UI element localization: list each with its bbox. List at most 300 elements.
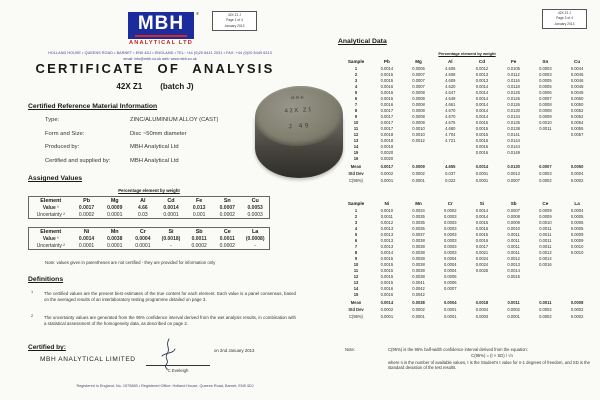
table-cell: 0.0116	[507, 77, 520, 83]
table-cell: 0.0015	[475, 219, 489, 225]
assigned-values-heading: Assigned Values	[28, 175, 83, 182]
table-cell: 0.0010	[539, 119, 552, 125]
definition-marker: 1	[31, 290, 34, 294]
table-cell: 0.0015	[475, 231, 489, 237]
table-cell: 0.0001	[107, 211, 123, 218]
table-cell: 0.0001	[475, 171, 489, 176]
table-cell: 0.0011	[539, 237, 552, 243]
table-cell: 0.0038	[412, 261, 425, 267]
table-cell: 0.0038	[107, 236, 123, 242]
table-cell: 0.0008	[412, 95, 425, 101]
page-tag-date: January 2013	[224, 23, 245, 28]
table-cell: 0.0017	[380, 125, 394, 131]
row-label: 15	[353, 291, 359, 297]
table-cell: (0.0018)	[161, 236, 181, 242]
table-cell: 0.0010	[412, 125, 425, 131]
table-cell: 0.0125	[507, 89, 520, 95]
row-label: 14	[353, 143, 359, 149]
table-cell: 0.0008	[507, 213, 520, 219]
column-header: Sample	[347, 59, 365, 64]
table-cell: 0.013	[192, 205, 206, 211]
table-cell: 0.0008	[539, 101, 552, 107]
table-cell: 0.0011	[539, 225, 552, 231]
page-tag-ref: 42X Z1 J	[227, 13, 242, 17]
disc-marking: J 49	[288, 122, 312, 131]
table-cell: 0.0015	[380, 255, 394, 261]
table-cell: 0.0017	[380, 119, 394, 125]
table-cell: 0.0011	[539, 300, 552, 305]
table-cell: 0.0017	[380, 164, 394, 169]
product-code: 42X Z1	[116, 82, 143, 91]
table-cell: 0.0014	[475, 107, 489, 113]
table-cell: 0.0042	[412, 285, 425, 291]
table-cell: 0.0134	[507, 113, 520, 119]
row-label: 7	[354, 243, 358, 249]
analytical-table-1	[341, 58, 593, 183]
table-cell: 0.0007	[412, 77, 425, 83]
row-label: Value ¹	[42, 205, 59, 211]
disc-marking: 42X Z1	[284, 107, 314, 115]
row-label: 13	[353, 279, 359, 285]
table-cell: 0.0016	[380, 291, 394, 297]
row-label: 12	[353, 273, 359, 279]
column-header: Si	[168, 228, 174, 235]
table-cell: 0.0013	[507, 261, 520, 267]
definition-text-2: The uncertainty values are generated from the 95% confidence interval derived from the wet analysis results, in combination with a statistical assessment of the homogeneity data, as described on page 2.	[44, 315, 296, 326]
table-cell: 0.0008	[412, 107, 425, 113]
signatory-name: C Eveleigh	[167, 368, 189, 373]
table-cell: 0.0020	[380, 155, 394, 161]
column-header: Element	[40, 228, 62, 235]
table-cell: 0.0054	[570, 119, 584, 125]
column-header: Ni	[384, 201, 390, 206]
table-cell: 0.0003	[443, 249, 457, 255]
table-cell: 0.022	[445, 178, 456, 183]
row-label: Uncertainty ²	[36, 211, 65, 218]
table-cell: 0.0014	[475, 164, 489, 169]
table-cell: 4.66	[137, 205, 148, 211]
column-header: Al	[140, 197, 146, 204]
disc-marking: MBH	[290, 94, 306, 101]
table-cell: 0.0057	[570, 131, 584, 137]
table-cell: 0.0042	[412, 291, 425, 297]
assigned-values-table-2	[28, 227, 270, 250]
column-header: Al	[447, 59, 453, 64]
table-cell: 0.0009	[539, 207, 552, 213]
column-header: Sample	[347, 201, 365, 206]
table-cell: 0.0014	[380, 300, 394, 305]
table-cell: 0.0016	[380, 89, 394, 95]
row-label: 1	[354, 207, 358, 213]
table-cell: 0.0112	[507, 71, 520, 77]
table-cell: 0.0014	[475, 113, 489, 119]
column-header: Sn	[542, 59, 549, 64]
table-cell: 0.0017	[380, 107, 394, 113]
table-cell: 0.0002	[219, 242, 235, 249]
table-cell: 0.0008	[570, 300, 584, 305]
table-cell: 0.0014	[78, 236, 95, 242]
row-label: 7	[354, 101, 358, 107]
table-cell: 0.0007	[539, 164, 552, 169]
table-cell: 0.0130	[507, 164, 520, 169]
table-cell: 0.0011	[507, 237, 520, 243]
table-cell: 0.0016	[380, 95, 394, 101]
row-label: 11	[353, 267, 359, 273]
page-tag-pagenum: Page 1 of 4	[226, 18, 243, 23]
table-cell: 0.0010	[539, 219, 552, 225]
table-cell: 0.0013	[380, 225, 394, 231]
table-cell: 0.0009	[507, 219, 520, 225]
table-row	[341, 176, 593, 183]
table-cell: 4.608	[445, 71, 456, 77]
table-cell: 0.0003	[539, 171, 552, 176]
table-cell: 0.0002	[219, 211, 235, 218]
row-label: 2	[354, 213, 358, 219]
row-label: 9	[354, 255, 358, 261]
crm-label: Certified and supplied by:	[45, 157, 111, 164]
table-cell: 0.0044	[570, 65, 584, 71]
row-label: 4	[354, 83, 358, 89]
note-line-2: where n is the number of available values, t is the Student's t value for n-1 degrees of freedom, and SD is the standard deviation of the test results.	[388, 359, 590, 371]
product-subtitle	[15, 82, 295, 91]
table-cell: 0.0003	[443, 213, 457, 219]
table-cell: 0.0016	[475, 143, 489, 149]
batch-label: (batch J)	[160, 82, 194, 91]
table-cell: 0.0009	[412, 119, 425, 125]
table-cell: 0.0105	[507, 65, 520, 71]
column-header: Cd	[167, 197, 175, 204]
table-cell: 4.655	[445, 164, 456, 169]
table-cell: 4.620	[445, 83, 456, 89]
table-cell: 4.680	[445, 125, 456, 131]
table-cell: 0.0002	[443, 207, 457, 213]
table-cell: 0.0007	[539, 95, 552, 101]
table-cell: 4.676	[445, 119, 456, 125]
analytical-note	[388, 347, 596, 371]
table-cell: 0.0001	[443, 314, 457, 319]
table-cell: 0.0012	[475, 65, 489, 71]
table-cell: 0.0038	[412, 255, 425, 261]
table-cell: 0.0014	[475, 101, 489, 107]
table-cell: 0.0016	[475, 237, 489, 243]
assigned-values-table-1	[28, 196, 270, 219]
confidence-equation: C(95%) = (t × SD) / √n	[471, 353, 513, 359]
table-cell: 0.0009	[412, 164, 425, 169]
certifying-company: MBH ANALYTICAL LIMITED	[40, 356, 136, 363]
table-cell: 0.0015	[475, 119, 489, 125]
table-cell: 0.0001	[507, 314, 520, 319]
crm-label: Form and Size:	[45, 130, 85, 137]
column-header: Mn	[415, 201, 422, 206]
table-cell: 0.0015	[380, 279, 394, 285]
table-cell: 0.0008	[412, 101, 425, 107]
column-header: Cd	[478, 59, 486, 64]
crm-value: Disc ~50mm diameter	[130, 130, 187, 137]
row-label: 3	[354, 77, 358, 83]
row-label: 10	[353, 119, 359, 125]
assigned-table-caption: Percentage element by weight	[118, 188, 180, 193]
table-cell: 0.0037	[412, 231, 425, 237]
table-cell: 0.0003	[475, 314, 489, 319]
table-row	[341, 305, 593, 312]
table-cell: -	[170, 242, 172, 249]
table-cell: 0.0149	[507, 149, 520, 155]
table-cell: 0.0009	[539, 113, 552, 119]
table-cell: 0.0016	[380, 285, 394, 291]
crm-label: Produced by:	[45, 144, 80, 150]
table-cell: 0.0003	[443, 237, 457, 243]
table-cell: 4.721	[445, 137, 456, 143]
table-cell: 0.0005	[570, 225, 584, 231]
table-cell: 4.670	[445, 107, 456, 113]
table-cell: 0.0007	[507, 207, 520, 213]
crm-label: Type:	[45, 117, 60, 123]
crm-value: MBH Analytical Ltd	[130, 157, 179, 164]
table-cell: 0.0004	[443, 300, 457, 305]
column-header: Cu	[251, 197, 259, 204]
table-cell: 0.0012	[539, 249, 552, 255]
table-cell: 0.0009	[107, 205, 123, 211]
table-cell: 0.0008	[412, 113, 425, 119]
company-address: HOLLAND HOUSE • QUEENS ROAD • BARNET • EN5 4DJ • ENGLAND • TEL: +44 (0)20 8441 2031 • FAX: +44 (0)20 8449 6313	[48, 50, 272, 55]
table-cell: 0.0005	[570, 219, 584, 225]
table-cell: 0.0014	[475, 95, 489, 101]
table-cell: 0.0001	[135, 242, 151, 249]
certificate-title: CERTIFICATE OF ANALYSIS	[35, 61, 275, 76]
table-cell: 0.0046	[570, 77, 584, 83]
row-label: 13	[353, 137, 359, 143]
table-cell: 0.0020	[380, 149, 394, 155]
table-cell: 0.0035	[412, 219, 425, 225]
row-label: 8	[354, 107, 358, 113]
row-label: 11	[353, 125, 359, 131]
table-cell: 0.0014	[380, 65, 394, 71]
table-cell: 0.0050	[570, 164, 584, 169]
table-cell: 0.0006	[443, 279, 457, 285]
table-cell: 0.0011	[507, 231, 520, 237]
table-cell: 0.0041	[412, 279, 425, 285]
column-header: Mg	[110, 197, 119, 204]
crm-info-heading: Certified Reference Material Information	[28, 103, 158, 110]
table-header-row	[29, 228, 270, 236]
table-cell: 0.0038	[412, 249, 425, 255]
crm-value: ZINC/ALUMINIUM ALLOY (CAST)	[130, 117, 219, 123]
table-row	[341, 161, 593, 169]
table-cell: 0.0011	[539, 243, 552, 249]
column-header: Sb	[510, 201, 517, 206]
row-label: Value ¹	[42, 236, 59, 242]
column-header: Cr	[447, 201, 453, 206]
table-cell: 0.0016	[539, 261, 552, 267]
table-cell: 0.0001	[475, 178, 489, 183]
table-cell: 0.0004	[443, 261, 457, 267]
mbh-logo	[128, 12, 194, 39]
column-header: Cu	[574, 59, 581, 64]
table-cell: 4.704	[445, 131, 456, 137]
table-cell: 0.0016	[380, 101, 394, 107]
table-cell: 0.0010	[380, 207, 394, 213]
table-cell: 0.0014	[507, 267, 520, 273]
table-cell: 0.0006	[412, 65, 425, 71]
row-label: 3	[354, 219, 358, 225]
table-cell: 0.0038	[412, 237, 425, 243]
row-label: 16	[353, 155, 359, 161]
table-cell: 0.0011	[539, 125, 552, 131]
table-cell: 0.0015	[380, 273, 394, 279]
table-cell: 0.0002	[539, 314, 552, 319]
table-cell: 0.0024	[475, 255, 489, 261]
table-row	[29, 205, 270, 212]
sample-disc-photo	[254, 86, 344, 181]
table-cell: 0.0011	[507, 243, 520, 249]
table-cell: 0.0018	[380, 131, 394, 137]
table-cell: 0.0013	[380, 237, 394, 243]
table-cell: 0.0015	[380, 71, 394, 77]
table-cell: 0.0012	[412, 137, 425, 143]
table-cell: 0.0009	[570, 231, 584, 237]
table-cell: 0.0015	[507, 273, 520, 279]
table-cell: 0.0010	[412, 131, 425, 137]
table-cell: 0.0055	[570, 125, 584, 131]
column-header: Mg	[415, 59, 422, 64]
table-cell: 0.0017	[380, 113, 394, 119]
table-cell: 0.0010	[570, 249, 584, 255]
table-row	[29, 236, 270, 243]
page-tag-left	[212, 11, 257, 31]
row-label: C(95%)	[349, 178, 363, 183]
column-header: Element	[40, 197, 62, 204]
table-cell: 0.0001	[107, 242, 123, 249]
table-cell: 0.0038	[412, 273, 425, 279]
table-cell: 0.0013	[507, 171, 520, 176]
table-cell: 0.0017	[78, 205, 95, 211]
table-cell: 0.0035	[412, 225, 425, 231]
table-cell: 0.0011	[219, 236, 235, 242]
row-label: Mean	[350, 300, 362, 305]
registered-trademark-symbol: ®	[196, 11, 199, 16]
table-cell: 0.0011	[507, 249, 520, 255]
table-cell: 0.0005	[539, 77, 552, 83]
table-cell: 0.0038	[412, 300, 425, 305]
table-cell: 0.0126	[507, 95, 520, 101]
table-cell: 0.0001	[380, 178, 394, 183]
table-row	[29, 243, 270, 250]
row-label: 4	[354, 225, 358, 231]
table-cell: 0.0002	[507, 307, 520, 312]
table-cell: 0.0001	[380, 314, 394, 319]
table-cell: 0.0138	[507, 125, 520, 131]
table-cell: 0.0002	[539, 178, 552, 183]
column-header: Ce	[542, 201, 549, 206]
table-cell: 0.0004	[475, 307, 489, 312]
column-header: Sb	[195, 228, 203, 235]
table-cell: 0.0003	[443, 243, 457, 249]
row-label: 14	[353, 285, 359, 291]
table-cell: 0.0019	[380, 143, 394, 149]
table-cell: 0.0014	[475, 83, 489, 89]
table-cell: 0.0004	[443, 267, 457, 273]
registration-footer: Registered in England, No. 1575883 • Registered Office: Holland House, Queens Road, Barnet, EN5 4DJ	[76, 384, 254, 388]
table-cell: 0.0003	[443, 225, 457, 231]
table-cell: 0.0015	[475, 131, 489, 137]
table-cell: 0.0004	[570, 207, 584, 213]
row-label: 12	[353, 131, 359, 137]
certification-date: on 2nd January 2013	[214, 348, 255, 353]
table-cell: 0.0025	[475, 267, 489, 273]
table-cell: 0.0011	[507, 300, 520, 305]
column-header: Pb	[383, 59, 390, 64]
table-cell: 0.0014	[475, 213, 489, 219]
table-cell: 0.0002	[570, 178, 584, 183]
table-cell: 0.0016	[380, 83, 394, 89]
table-cell: 0.0003	[247, 211, 263, 218]
table-cell: 0.0007	[507, 178, 520, 183]
table-cell: 0.0009	[539, 213, 552, 219]
table-cell: 0.0002	[570, 314, 584, 319]
page-tag-right	[542, 9, 587, 29]
assigned-values-note: Note: values given in parentheses are not certified - they are provided for information only	[45, 260, 216, 265]
table-cell: 0.0038	[412, 267, 425, 273]
row-label: 5	[354, 89, 358, 95]
analytical-table-2	[341, 200, 593, 319]
table-cell: 0.0024	[475, 261, 489, 267]
table-cell: -	[254, 242, 256, 249]
table-cell: 0.037	[445, 171, 456, 176]
table-cell: 0.0014	[163, 205, 179, 211]
table-cell: 0.0003	[539, 65, 552, 71]
table-cell: 0.0013	[380, 243, 394, 249]
table-cell: 0.0018	[475, 300, 489, 305]
row-label: 2	[354, 71, 358, 77]
table-cell: 0.0016	[475, 149, 489, 155]
table-cell: 0.0006	[539, 89, 552, 95]
table-cell: 0.0014	[475, 207, 489, 213]
column-header: La	[252, 228, 259, 235]
table-cell: 0.0004	[443, 255, 457, 261]
table-cell: 0.0046	[570, 71, 584, 77]
table-row	[341, 297, 593, 305]
row-label: 10	[353, 261, 359, 267]
row-label: 8	[354, 249, 358, 255]
table-cell: 0.0035	[412, 213, 425, 219]
table-cell: 0.0015	[475, 225, 489, 231]
table-cell: 0.0005	[570, 213, 584, 219]
column-header: Ce	[223, 228, 231, 235]
table-cell: 0.0002	[78, 211, 95, 218]
table-cell: 0.03	[137, 211, 148, 218]
certified-by-heading: Certified by:	[28, 344, 66, 351]
analytical-note-label: Note:	[345, 347, 356, 352]
definitions-heading: Definitions	[28, 276, 64, 283]
table-cell: 0.0002	[412, 171, 425, 176]
table-cell: 0.0005	[443, 273, 457, 279]
table-cell: 0.0013	[475, 71, 489, 77]
table-cell: 0.0015	[475, 125, 489, 131]
table-cell: 0.0050	[570, 95, 584, 101]
analytical-data-heading: Analytical Data	[338, 38, 387, 45]
definition-text-1: The certified values are the present best estimates of the true content for each element. Each value is a panel consensus, based on the averaged results of an interlaboratory testing programme detailed on page 3.	[44, 291, 296, 302]
row-label: Std Dev	[348, 307, 364, 312]
table-cell: 0.0052	[570, 113, 584, 119]
table-cell: 0.0013	[380, 231, 394, 237]
table-cell: 0.0135	[507, 119, 520, 125]
column-header: Pb	[83, 197, 91, 204]
company-contact: email: info@mbh.co.uk web: www.mbh.co.uk	[123, 57, 197, 61]
table-cell: 0.0052	[570, 107, 584, 113]
table-cell: 0.0014	[539, 255, 552, 261]
table-cell: 0.0010	[570, 243, 584, 249]
table-cell: 0.0011	[539, 231, 552, 237]
